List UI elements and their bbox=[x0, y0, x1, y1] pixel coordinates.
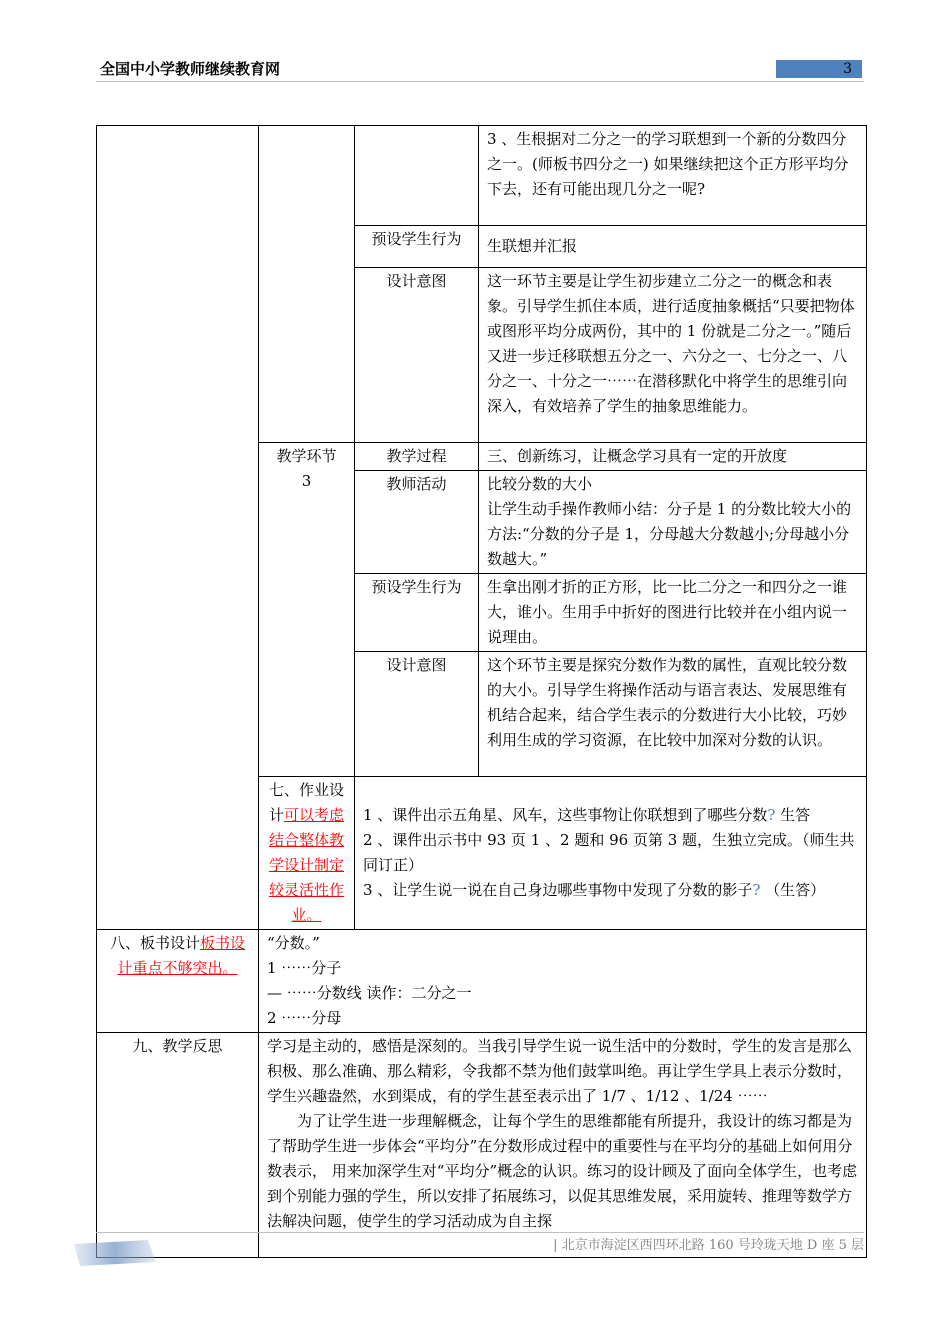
row-label: 设计意图 bbox=[355, 268, 479, 443]
board-line: “分数。” bbox=[267, 934, 320, 952]
homework-item-3: 3 、让学生说一说在自己身边哪些事物中发现了分数的影子? （生答） bbox=[363, 881, 826, 899]
footer-rule bbox=[96, 1232, 864, 1233]
homework-label: 七、作业设计 bbox=[268, 781, 344, 824]
footer-address: | 北京市海淀区西四环北路 160 号玲珑天地 D 座 5 层 bbox=[553, 1238, 864, 1253]
board-line: — ⋯⋯分数线 读作：二分之一 bbox=[267, 984, 472, 1002]
section-label-line1: 教学环节 bbox=[276, 447, 337, 465]
footer-logo-icon bbox=[68, 1238, 160, 1268]
table-row bbox=[97, 930, 867, 1033]
homework-item-2: 2 、课件出示书中 93 页 1 、2 题和 96 页第 3 题，生独立完成。（师生共同订正） bbox=[363, 831, 855, 874]
header-rule bbox=[96, 81, 864, 82]
homework-label-cell bbox=[259, 777, 355, 930]
content-cell: 这一环节主要是让学生初步建立二分之一的概念和表象。引导学生抓住本质，进行适度抽象概括“只要把物体或图形平均分成两份，其中的 1 份就是二分之一。”随后又进一步迁移联想五分之一、六分之一、七分之一、八分之一、十分之一⋯⋯在潜移默化中将学生的思维引向深入，有效培养了学生的抽象思维能力。 bbox=[479, 268, 867, 443]
row-label: 教师活动 bbox=[355, 471, 479, 574]
homework-content bbox=[355, 777, 867, 930]
content-line: 比较分数的大小 bbox=[487, 475, 593, 493]
board-label: 八、板书设计 bbox=[109, 934, 200, 952]
reflection-paragraph: 学习是主动的，感悟是深刻的。当我引导学生说一说生活中的分数时，学生的发言是那么积极、那么准确、那么精彩，令我都不禁为他们鼓掌叫绝。再让学生学具上表示分数时，学生兴趣盎然，水到渠成，有的学生甚至表示出了 1/7 、1/12 、1/24 ⋯⋯ bbox=[267, 1037, 853, 1105]
row-label: 预设学生行为 bbox=[355, 226, 479, 268]
content-cell bbox=[479, 471, 867, 574]
header-title: 全国中小学教师继续教育网 bbox=[100, 60, 281, 78]
review-comment: 板书设计重点不够突出。 bbox=[117, 934, 246, 977]
content-cell: 生拿出刚才折的正方形，比一比二分之一和四分之一谁大，谁小。生用手中折好的图进行比较并在小组内说一说理由。 bbox=[479, 574, 867, 652]
reflection-paragraph: 为了让学生进一步理解概念，让每个学生的思维都能有所提升，我设计的练习都是为了帮助学生进一步体会“平均分”在分数形成过程中的重要性与在平均分的基础上如何用分数表示， 用来加深学生对“平均分”概念的认识。练习的设计顾及了面向全体学生，也考虑到个别能力强的学生，所以安排了拓展练习，以促其思维发展，采用旋转、推理等数学方法解决问题，使学生的学习活动成为自主探 bbox=[267, 1112, 858, 1230]
reflection-label: 九、教学反思 bbox=[97, 1033, 259, 1258]
section-label-line2: 3 bbox=[301, 472, 312, 490]
table-row bbox=[97, 126, 867, 226]
content-cell: 生联想并汇报 bbox=[479, 226, 867, 268]
board-content bbox=[259, 930, 867, 1033]
row-label: 设计意图 bbox=[355, 652, 479, 777]
page-number-badge: 3 bbox=[776, 60, 862, 78]
content-line: 让学生动手操作教师小结：分子是 1 的分数比较大小的方法:“分数的分子是 1，分母越大分数越小;分母越小分数越大。” bbox=[487, 500, 852, 568]
board-line: 2 ⋯⋯分母 bbox=[267, 1009, 342, 1027]
reflection-content bbox=[259, 1033, 867, 1258]
homework-item-1: 1 、课件出示五角星、风车，这些事物让你联想到了哪些分数? 生答 bbox=[363, 806, 811, 824]
review-comment: 可以考虑结合整体教学设计制定较灵活性作业。 bbox=[268, 806, 345, 924]
row-label: 教学过程 bbox=[355, 443, 479, 471]
empty-section-cell bbox=[259, 126, 355, 443]
content-cell: 3 、生根据对二分之一的学习联想到一个新的分数四分之一。(师板书四分之一) 如果继续把这个正方形平均分下去，还有可能出现几分之一呢? bbox=[479, 126, 867, 226]
lesson-plan-table bbox=[96, 125, 867, 1258]
empty-left-cell bbox=[97, 126, 259, 930]
row-label: 预设学生行为 bbox=[355, 574, 479, 652]
board-label-cell bbox=[97, 930, 259, 1033]
content-cell: 这个环节主要是探究分数作为数的属性，直观比较分数的大小。引导学生将操作活动与语言表达、发展思维有机结合起来，结合学生表示的分数进行大小比较，巧妙利用生成的学习资源，在比较中加深对分数的认识。 bbox=[479, 652, 867, 777]
empty-label-cell bbox=[355, 126, 479, 226]
section-label bbox=[259, 443, 355, 777]
board-line: 1 ⋯⋯分子 bbox=[267, 959, 342, 977]
table-row bbox=[97, 1033, 867, 1258]
content-cell: 三、创新练习，让概念学习具有一定的开放度 bbox=[479, 443, 867, 471]
